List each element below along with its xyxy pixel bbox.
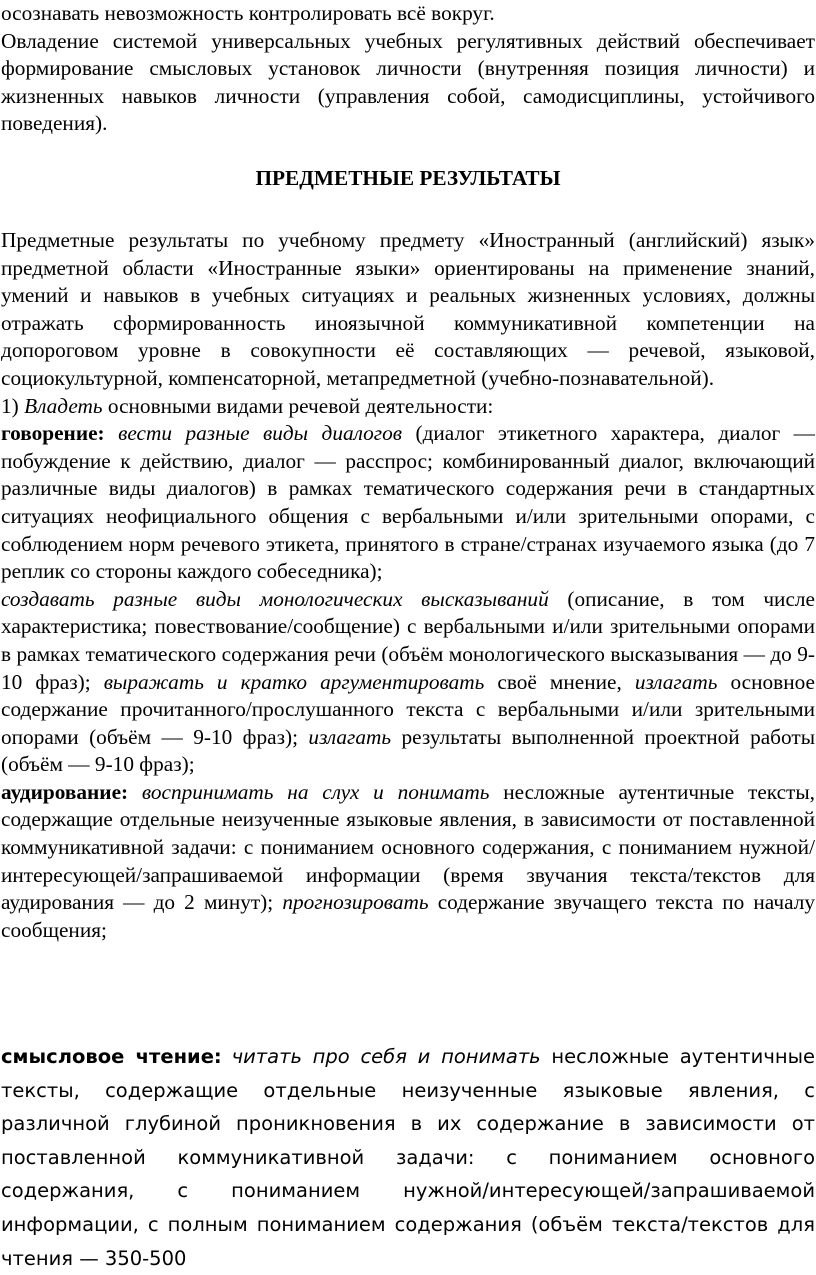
section-heading: ПРЕДМЕТНЫЕ РЕЗУЛЬТАТЫ [255, 166, 561, 190]
reading-verb: читать про себя и понимать [231, 1045, 541, 1068]
speaking-label: говорение: [1, 421, 105, 446]
argue-text: своё мнение, [484, 669, 635, 694]
listening-verb: воспринимать на слух и понимать [141, 779, 490, 804]
retell-text: основное содержание прочитанного/прослушанного текста с вербальными и/или зрительными опорами (объём — 9-10 фраз); [1, 669, 815, 749]
continuation-line: осознавать невозможность контролировать всё вокруг. [1, 1, 495, 25]
retell-verb: излагать [634, 669, 718, 694]
intro-text: Предметные результаты по учебному предмету «Иностранный (английский) язык» предметной области «Иностранные языки» ориентированы на применение знаний, умений и навыков в учебных ситуациях и реальных жизненных условиях, должны отражать сформированность иноязычной коммуникативной компетенции на допороговом уровне в совокупности её составляющих — речевой, языковой, социокультурной, компенсаторной, метапредметной (учебно-познавательной). [1, 228, 815, 390]
monologue-text: (описание, в том числе характеристика; повествование/сообщение) с вербальными и/или зрительными опорами в рамках тематического содержания речи (объём монологического высказывания — до 9-10 фраз); [1, 586, 815, 694]
paragraph-text: Овладение системой универсальных учебных регулятивных действий обеспечивает формирование смысловых установок личности (внутренняя позиция личности) и жизненных навыков личности (управления собой, самодисциплины, устойчивого поведения). [1, 28, 815, 136]
speaking-verb: вести разные виды диалогов [118, 421, 403, 446]
subject-results-block [1, 227, 815, 944]
listening-label: аудирование: [1, 779, 129, 804]
item-text: основными видами речевой деятельности: [102, 393, 494, 418]
predict-verb: прогнозировать [282, 890, 429, 915]
argue-verb: выражать и кратко аргументировать [103, 669, 485, 694]
project-verb: излагать [308, 724, 392, 749]
paragraph-regulatory-actions [1, 0, 815, 138]
reading-text: несложные аутентичные тексты, содержащие отдельные неизученные языковые явления, с различной глубиной проникновения в их содержание в зависимости от поставленной коммуникативной задачи: с пониманием основного содержания, с пониманием нужной/интересующей/запрашиваемой информации, с полным пониманием содержания (объём текста/текстов для чтения — 350-500 [1, 1045, 816, 1270]
reading-block [1, 1040, 815, 1275]
reading-label: смысловое чтение: [1, 1045, 222, 1068]
listening-text: несложные аутентичные тексты, содержащие отдельные неизученные языковые явления, в зависимости от поставленной коммуникативной задачи: с пониманием основного содержания, с пониманием нужной/интересующей/запрашиваемой информации (время звучания текста/текстов для аудирования — до 2 минут); [1, 779, 815, 915]
project-text: результаты выполненной проектной работы (объём — 9-10 фраз); [1, 724, 815, 777]
speaking-text: (диалог этикетного характера, диалог — побуждение к действию, диалог — расспрос; комбинированный диалог, включающий различные виды диалогов) в рамках тематического содержания речи в стандартных ситуациях неофициального общения с вербальными и/или зрительными опорами, с соблюдением норм речевого этикета, принятого в стране/странах изучаемого языка (до 7 реплик со стороны каждого собеседника); [1, 421, 815, 584]
item-number: 1) [1, 393, 25, 418]
monologue-verb: создавать разные виды монологических высказываний [1, 586, 549, 611]
predict-text: содержание звучащего текста по началу сообщения; [1, 890, 816, 942]
item-verb: Владеть [24, 393, 103, 418]
